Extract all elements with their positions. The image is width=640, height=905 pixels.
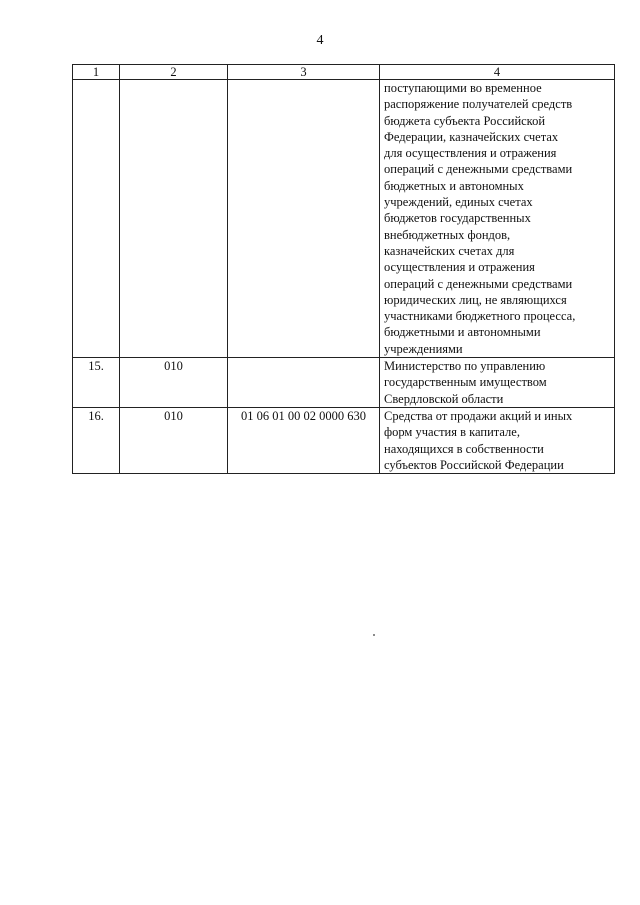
description-line: находящихся в собственности bbox=[384, 441, 544, 456]
cell-number: 16. bbox=[73, 407, 120, 473]
description-line: субъектов Российской Федерации bbox=[384, 457, 564, 472]
cell-classification-code: 01 06 01 00 02 0000 630 bbox=[228, 407, 380, 473]
column-header-4: 4 bbox=[380, 65, 615, 80]
description-line: бюджетов государственных bbox=[384, 211, 531, 226]
description-line: операций с денежными средствами bbox=[384, 276, 573, 291]
data-table bbox=[72, 64, 615, 474]
description-line: казначейских счетах для bbox=[384, 243, 515, 258]
description-line: учреждений, единых счетах bbox=[384, 195, 533, 210]
description-line: внебюджетных фондов, bbox=[384, 227, 511, 242]
description-line: Средства от продажи акций и иных bbox=[384, 408, 573, 423]
cell-description bbox=[380, 80, 615, 358]
column-header-2: 2 bbox=[120, 65, 228, 80]
table-row-15 bbox=[73, 358, 615, 408]
description-line: учреждениями bbox=[384, 341, 463, 356]
description-line: распоряжение получателей средств bbox=[384, 97, 573, 112]
description-line: Свердловской области bbox=[384, 391, 504, 406]
cell-classification-code bbox=[228, 80, 380, 358]
description-line: бюджетных и автономных bbox=[384, 178, 524, 193]
cell-description bbox=[380, 407, 615, 473]
page-number: 4 bbox=[316, 33, 324, 48]
description-line: поступающими во временное bbox=[384, 81, 542, 95]
scan-speck bbox=[373, 634, 375, 636]
description-line: Федерации, казначейских счетах bbox=[384, 129, 559, 144]
description-line: юридических лиц, не являющихся bbox=[384, 292, 567, 307]
description-line: государственным имуществом bbox=[384, 375, 547, 390]
cell-code: 010 bbox=[120, 407, 228, 473]
cell-code bbox=[120, 80, 228, 358]
description-line: форм участия в капитале, bbox=[384, 425, 520, 440]
description-line: Министерство по управлению bbox=[384, 359, 546, 374]
table-row-continuation bbox=[73, 80, 615, 358]
table-row-16 bbox=[73, 407, 615, 473]
cell-number: 15. bbox=[73, 358, 120, 408]
cell-description bbox=[380, 358, 615, 408]
table-header-row bbox=[73, 65, 615, 80]
column-header-3: 3 bbox=[228, 65, 380, 80]
cell-code: 010 bbox=[120, 358, 228, 408]
description-line: операций с денежными средствами bbox=[384, 162, 573, 177]
cell-number bbox=[73, 80, 120, 358]
column-header-1: 1 bbox=[73, 65, 120, 80]
description-line: для осуществления и отражения bbox=[384, 146, 557, 161]
cell-classification-code bbox=[228, 358, 380, 408]
description-line: бюджета субъекта Российской bbox=[384, 113, 546, 128]
description-line: участниками бюджетного процесса, bbox=[384, 309, 576, 324]
description-line: бюджетными и автономными bbox=[384, 325, 541, 340]
description-line: осуществления и отражения bbox=[384, 260, 535, 275]
